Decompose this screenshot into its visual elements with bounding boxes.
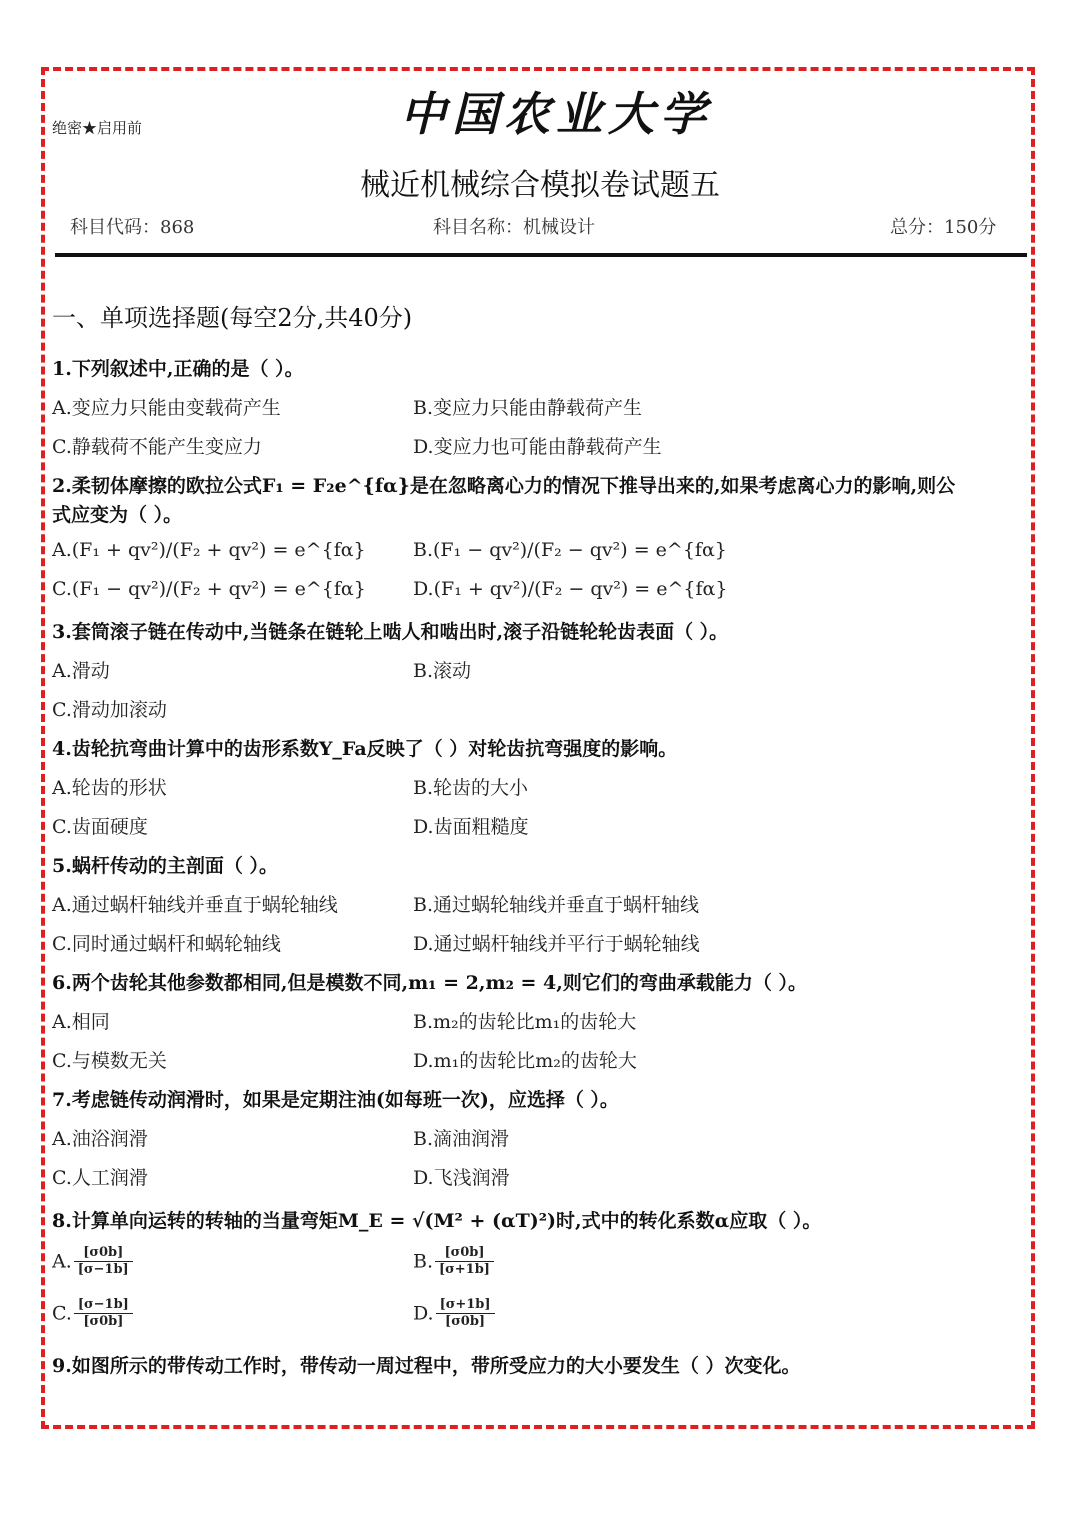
q8-option-d-fraction [436,1297,495,1330]
q8-option-b-label: B. [413,1250,434,1273]
q2-option-a: A.(F₁ + qv²)/(F₂ + qv²) = e^{fα} [52,539,366,561]
q8-b-numerator: [σ0b] [435,1245,494,1262]
q8-b-denominator: [σ+1b] [439,1262,490,1277]
q8-d-denominator: [σ0b] [445,1314,486,1329]
q6-option-d: D.m₁的齿轮比m₂的齿轮大 [413,1050,637,1072]
q8-option-c [52,1297,133,1330]
q3-option-c: C.滑动加滚动 [52,699,167,721]
q2-option-d: D.(F₁ + qv²)/(F₂ − qv²) = e^{fα} [413,578,728,600]
q2-option-c: C.(F₁ − qv²)/(F₂ + qv²) = e^{fα} [52,578,366,600]
question-5: 5.蜗杆传动的主剖面（ ）。 [52,855,278,877]
q8-option-b-fraction [435,1245,494,1278]
q7-option-d: D.飞浅润滑 [413,1167,510,1189]
question-3: 3.套筒滚子链在传动中,当链条在链轮上啮人和啮出时,滚子沿链轮轮齿表面（ ）。 [52,621,729,643]
question-7: 7.考虑链传动润滑时，如果是定期注油(如每班一次)，应选择（ ）。 [52,1089,619,1111]
q7-option-a: A.油浴润滑 [52,1128,148,1150]
q3-option-b: B.滚动 [413,660,472,682]
subject-code: 科目代码：868 [70,217,195,238]
q6-option-b: B.m₂的齿轮比m₁的齿轮大 [413,1011,637,1033]
q8-option-a-label: A. [52,1250,72,1273]
secret-label: 绝密★启用前 [52,119,143,137]
q6-option-c: C.与模数无关 [52,1050,167,1072]
q8-option-c-label: C. [52,1302,72,1325]
q5-option-d: D.通过蜗杆轴线并平行于蜗轮轴线 [413,933,700,955]
header-rule [55,253,1027,257]
university-logo: 中国农业大学 [400,87,712,141]
question-8: 8.计算单向运转的转轴的当量弯矩M_E = √(M² + (αT)²)时,式中的转化系数α应取（ ）。 [52,1210,822,1232]
q6-option-a: A.相同 [52,1011,110,1033]
q8-option-d-label: D. [413,1302,434,1325]
q8-d-numerator: [σ+1b] [436,1297,495,1314]
q1-option-b: B.变应力只能由静载荷产生 [413,397,643,419]
q1-option-c: C.静载荷不能产生变应力 [52,436,262,458]
q7-option-c: C.人工润滑 [52,1167,148,1189]
section-title: 一、单项选择题(每空2分,共40分) [52,304,413,332]
question-2: 2.柔韧体摩擦的欧拉公式F₁ = F₂e^{fα}是在忽略离心力的情况下推导出来的,如果考虑离心力的影响,则公 [52,475,956,497]
q4-option-d: D.齿面粗糙度 [413,816,529,838]
q4-option-b: B.轮齿的大小 [413,777,529,799]
q5-option-b: B.通过蜗轮轴线并垂直于蜗杆轴线 [413,894,700,916]
question-9: 9.如图所示的带传动工作时，带传动一周过程中，带所受应力的大小要发生（ ）次变化。 [52,1355,801,1377]
q1-option-a: A.变应力只能由变载荷产生 [52,397,281,419]
q4-option-c: C.齿面硬度 [52,816,148,838]
q8-option-b [413,1245,494,1278]
q8-option-d [413,1297,495,1330]
q5-option-a: A.通过蜗杆轴线并垂直于蜗轮轴线 [52,894,338,916]
total-score: 总分：150分 [890,217,997,238]
question-2-cont: 式应变为（ ）。 [52,504,183,526]
subject-name: 科目名称：机械设计 [433,217,595,238]
q8-option-c-fraction [74,1297,133,1330]
q1-option-d: D.变应力也可能由静载荷产生 [413,436,662,458]
q2-option-b: B.(F₁ − qv²)/(F₂ − qv²) = e^{fα} [413,539,727,561]
q8-c-denominator: [σ0b] [83,1314,124,1329]
q8-c-numerator: [σ−1b] [74,1297,133,1314]
question-4: 4.齿轮抗弯曲计算中的齿形系数Y_Fa反映了（ ）对轮齿抗弯强度的影响。 [52,738,678,760]
question-6: 6.两个齿轮其他参数都相同,但是模数不同,m₁ = 2,m₂ = 4,则它们的弯曲承载能力（ ）。 [52,972,808,994]
q7-option-b: B.滴油润滑 [413,1128,510,1150]
q4-option-a: A.轮齿的形状 [52,777,167,799]
q8-a-denominator: [σ−1b] [77,1262,129,1277]
question-1: 1.下列叙述中,正确的是（ ）。 [52,358,304,380]
q3-option-a: A.滑动 [52,660,110,682]
page-title: 械近机械综合模拟卷试题五 [360,168,720,203]
q8-option-a [52,1245,133,1278]
q8-a-numerator: [σ0b] [74,1245,133,1262]
q8-option-a-fraction [74,1245,133,1278]
q5-option-c: C.同时通过蜗杆和蜗轮轴线 [52,933,281,955]
